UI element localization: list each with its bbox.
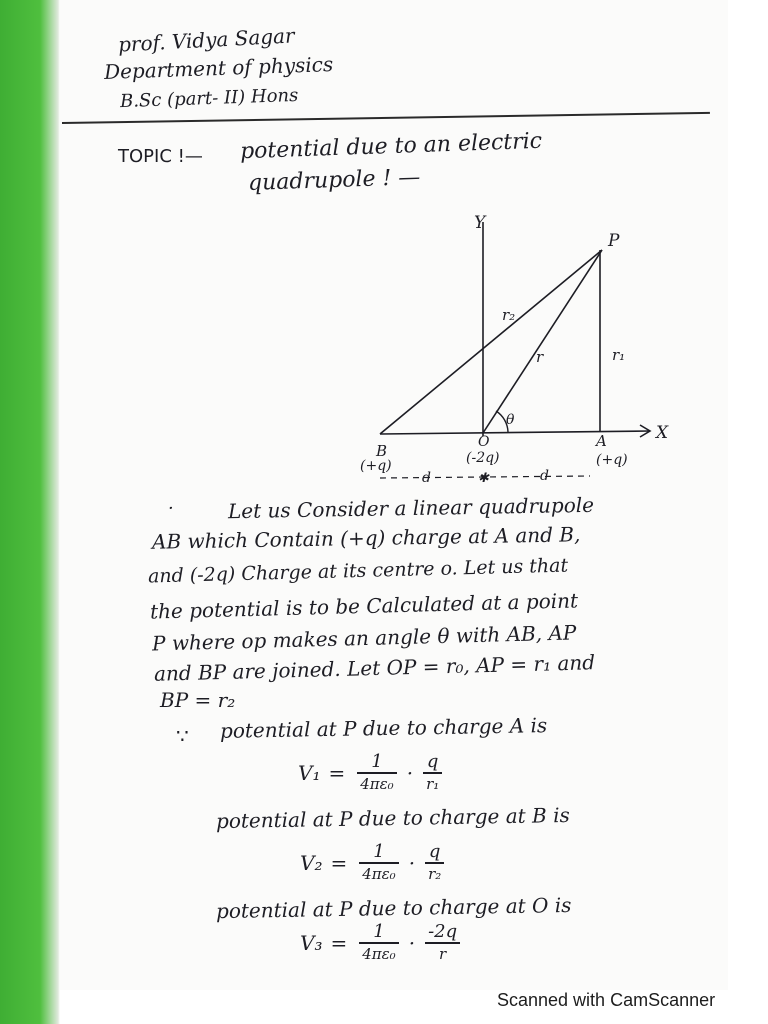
v1-symbol: V₁	[298, 760, 321, 785]
body-line-2: AB which Contain (+q) charge at A and B,	[151, 522, 581, 554]
charge-distance-fraction	[423, 752, 442, 794]
fraction-denominator: r₂	[428, 864, 442, 883]
coulomb-constant-fraction	[357, 752, 396, 794]
coulomb-constant-fraction	[359, 842, 398, 884]
fraction-numerator: 1	[373, 841, 385, 862]
point-a-label: A	[596, 432, 607, 450]
center-marker: ✱	[478, 471, 489, 486]
header-name: prof. Vidya Sagar	[117, 23, 296, 57]
equation-v3	[300, 922, 466, 964]
body-line-4: the potential is to be Calculated at a point	[149, 588, 579, 624]
body-line-7: BP = r₂	[160, 688, 236, 712]
quadrupole-diagram	[340, 210, 680, 500]
equals-sign: =	[330, 850, 348, 875]
charge-distance-fraction	[425, 842, 444, 884]
r2-label: r₂	[502, 306, 516, 324]
theta-label: θ	[506, 412, 515, 428]
point-p-label: P	[608, 231, 620, 251]
multiply-dot: ·	[406, 760, 414, 785]
body-line-3: and (-2q) Charge at its centre o. Let us that	[147, 554, 569, 588]
potential-b-intro: potential at P due to charge at B is	[215, 802, 570, 834]
point-o-label: O	[478, 434, 490, 450]
body-line-1: Let us Consider a linear quadrupole	[227, 492, 595, 524]
y-axis-label: Y	[474, 213, 486, 233]
equation-v1	[298, 752, 448, 794]
topic-title-line2: quadrupole ! —	[247, 164, 421, 197]
fraction-numerator: q	[428, 841, 441, 862]
fraction-numerator: -2q	[428, 921, 458, 942]
charge-a-label: (+q)	[596, 452, 628, 468]
equals-sign: =	[330, 930, 348, 955]
equals-sign: =	[328, 760, 346, 785]
v2-symbol: V₂	[300, 850, 323, 875]
topic-prefix: TOPIC !—	[118, 146, 203, 167]
charge-b-label: (+q)	[360, 458, 392, 474]
camscanner-watermark: Scanned with CamScanner	[497, 990, 716, 1010]
line-op	[483, 250, 602, 433]
r-label: r	[536, 348, 544, 366]
distance-right-label: d	[540, 468, 549, 484]
equation-v2	[300, 842, 450, 884]
fraction-numerator: q	[426, 751, 439, 772]
charge-o-label: (-2q)	[466, 450, 500, 466]
potential-o-intro: potential at P due to charge at O is	[215, 892, 572, 924]
fraction-denominator: 4πε₀	[362, 944, 396, 963]
r1-label: r₁	[612, 346, 626, 364]
x-axis-label: X	[656, 423, 669, 443]
fraction-denominator: 4πε₀	[362, 864, 396, 883]
fraction-numerator: 1	[373, 921, 385, 942]
fraction-denominator: 4πε₀	[360, 774, 394, 793]
distance-left-label: d	[422, 470, 431, 486]
body-line-5: P where op makes an angle θ with AB, AP	[151, 620, 577, 656]
header-course: B.Sc (part- II) Hons	[119, 84, 299, 113]
multiply-dot: ·	[408, 930, 416, 955]
bullet-mark: ·	[168, 498, 174, 519]
multiply-dot: ·	[408, 850, 416, 875]
line-bp	[380, 250, 602, 434]
fraction-denominator: r	[439, 944, 447, 963]
fraction-denominator: r₁	[426, 774, 440, 793]
background-green-strip	[0, 0, 60, 1024]
coulomb-constant-fraction	[359, 922, 398, 964]
therefore-symbol: ∵	[176, 724, 189, 748]
topic-title-line1: potential due to an electric	[239, 128, 543, 165]
fraction-numerator: 1	[371, 751, 383, 772]
body-line-6: and BP are joined. Let OP = r₀, AP = r₁ and	[153, 650, 596, 686]
v3-symbol: V₃	[300, 930, 323, 955]
charge-distance-fraction	[425, 922, 460, 964]
x-axis-line	[380, 431, 650, 434]
point-b-label: B	[376, 442, 388, 460]
potential-a-intro: potential at P due to charge A is	[219, 713, 548, 743]
header-department: Department of physics	[103, 52, 334, 84]
